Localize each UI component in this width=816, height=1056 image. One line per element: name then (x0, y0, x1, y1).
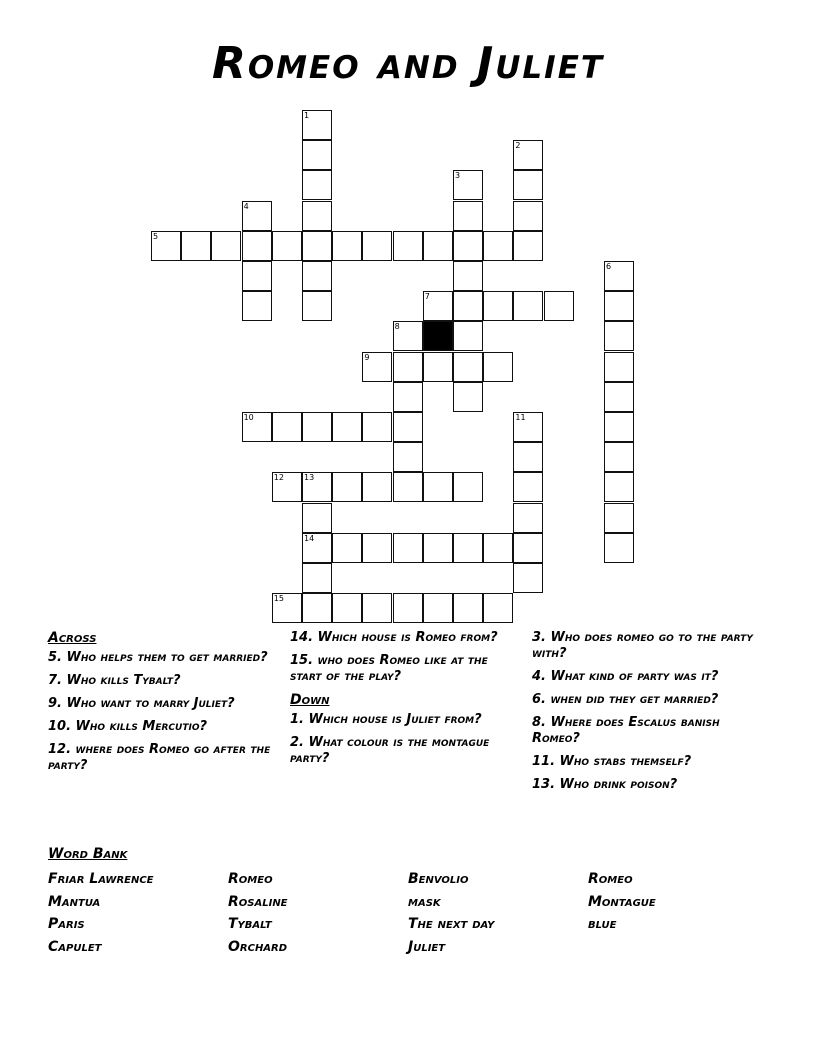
word-bank-column-2 (228, 868, 403, 958)
black-square (423, 321, 453, 351)
grid-cell[interactable] (302, 261, 332, 291)
across-clue-7: 7. Who kills Tybalt? (48, 673, 181, 688)
grid-cell[interactable] (302, 231, 332, 261)
word-bank-item: Juliet (408, 938, 446, 955)
grid-cell[interactable] (211, 231, 241, 261)
grid-cell[interactable] (513, 201, 543, 231)
grid-cell[interactable] (332, 533, 362, 563)
down-clue-13: 13. Who drink poison? (532, 777, 678, 792)
across-clue-15: 15. who does Romeo like at the start of the play? (290, 653, 488, 684)
grid-cell[interactable] (272, 472, 302, 502)
grid-cell[interactable] (362, 412, 392, 442)
clue-number: 1 (304, 111, 310, 120)
grid-cell[interactable] (423, 352, 453, 382)
grid-cell[interactable] (423, 533, 453, 563)
grid-cell[interactable] (302, 412, 332, 442)
word-bank-item: Tybalt (228, 916, 272, 932)
word-bank-item: The next day (408, 916, 495, 932)
grid-cell[interactable] (513, 442, 543, 472)
down-clue-4: 4. What kind of party was it? (532, 669, 719, 684)
grid-cell[interactable] (453, 593, 483, 623)
grid-cell[interactable] (453, 352, 483, 382)
grid-cell[interactable] (453, 201, 483, 231)
grid-cell[interactable] (302, 533, 332, 563)
grid-cell[interactable] (544, 291, 574, 321)
grid-cell[interactable] (393, 352, 423, 382)
grid-cell[interactable] (151, 231, 181, 261)
across-clue-14: 14. Which house is Romeo from? (290, 630, 498, 645)
grid-cell[interactable] (604, 382, 634, 412)
clue-number: 15 (273, 594, 284, 604)
grid-cell[interactable] (513, 412, 543, 442)
grid-cell[interactable] (302, 593, 332, 623)
word-bank-column-1 (48, 868, 223, 958)
down-clue-8: 8. Where does Escalus banish Romeo? (532, 715, 720, 746)
grid-cell[interactable] (513, 231, 543, 261)
word-bank-column-3 (408, 868, 583, 958)
word-bank-item: Romeo (228, 871, 273, 887)
down-clue-1: 1. Which house is Juliet from? (290, 712, 482, 727)
grid-cell[interactable] (302, 503, 332, 533)
clues-column-2 (290, 630, 515, 774)
down-clue-11: 11. Who stabs themself? (532, 754, 692, 769)
across-clue-5: 5. Who helps them to get married? (48, 650, 268, 665)
down-heading: Down (290, 692, 330, 708)
word-bank-column-4 (588, 868, 763, 936)
grid-cell[interactable] (453, 533, 483, 563)
grid-cell[interactable] (362, 593, 392, 623)
grid-cell[interactable] (362, 472, 392, 502)
down-clue-3: 3. Who does romeo go to the party with? (532, 630, 753, 661)
grid-cell[interactable] (513, 140, 543, 170)
grid-cell[interactable] (332, 472, 362, 502)
clue-number: 2 (515, 141, 521, 151)
across-clue-12: 12. where does Romeo go after the party? (48, 742, 271, 773)
grid-cell[interactable] (513, 170, 543, 200)
grid-cell[interactable] (332, 412, 362, 442)
grid-cell[interactable] (302, 563, 332, 593)
grid-cell[interactable] (272, 412, 302, 442)
grid-cell[interactable] (453, 170, 483, 200)
grid-cell[interactable] (393, 382, 423, 412)
grid-cell[interactable] (362, 533, 392, 563)
across-clue-9: 9. Who want to marry Juliet? (48, 696, 235, 711)
grid-cell[interactable] (302, 170, 332, 200)
grid-cell[interactable] (242, 261, 272, 291)
word-bank-item: Paris (48, 916, 85, 932)
word-bank-item: blue (588, 916, 617, 932)
grid-cell[interactable] (302, 201, 332, 231)
page-title: Romeo and Juliet (211, 38, 605, 89)
grid-cell[interactable] (513, 563, 543, 593)
grid-cell[interactable] (483, 352, 513, 382)
down-clue-2: 2. What colour is the montague party? (290, 735, 490, 766)
grid-cell[interactable] (302, 291, 332, 321)
grid-cell[interactable] (242, 412, 272, 442)
grid-cell[interactable] (302, 472, 332, 502)
grid-cell[interactable] (362, 231, 392, 261)
grid-cell[interactable] (483, 593, 513, 623)
grid-cell[interactable] (393, 231, 423, 261)
grid-cell[interactable] (242, 201, 272, 231)
clue-number: 9 (364, 352, 370, 362)
word-bank-item: Capulet (48, 938, 102, 955)
grid-cell[interactable] (483, 291, 513, 321)
clue-number: 4 (243, 201, 249, 211)
across-clue-10: 10. Who kills Mercutio? (48, 719, 208, 734)
grid-cell[interactable] (513, 472, 543, 502)
grid-cell[interactable] (604, 261, 634, 291)
grid-cell[interactable] (393, 593, 423, 623)
grid-cell[interactable] (272, 593, 302, 623)
grid-cell[interactable] (513, 503, 543, 533)
clues-column-3 (532, 630, 767, 800)
word-bank-item: mask (408, 893, 441, 910)
grid-cell[interactable] (604, 442, 634, 472)
clue-number: 6 (606, 262, 612, 271)
grid-cell[interactable] (604, 503, 634, 533)
grid-cell[interactable] (332, 593, 362, 623)
grid-cell[interactable] (453, 261, 483, 291)
word-bank-item: Romeo (588, 871, 633, 887)
grid-cell[interactable] (513, 533, 543, 563)
grid-cell[interactable] (483, 231, 513, 261)
grid-cell[interactable] (423, 231, 453, 261)
down-clue-6: 6. when did they get married? (532, 692, 719, 707)
word-bank-item: Friar Lawrence (48, 871, 154, 887)
word-bank-item: Orchard (228, 938, 288, 955)
grid-cell[interactable] (302, 110, 332, 140)
grid-cell[interactable] (242, 291, 272, 321)
clue-number: 14 (304, 533, 315, 543)
clue-number: 12 (273, 473, 284, 483)
word-bank-item: Montague (588, 893, 656, 910)
clue-number: 10 (243, 413, 254, 422)
grid-cell[interactable] (423, 472, 453, 502)
clue-number: 8 (394, 322, 400, 332)
grid-cell[interactable] (272, 231, 302, 261)
grid-cell[interactable] (604, 412, 634, 442)
grid-cell[interactable] (453, 321, 483, 351)
grid-cell[interactable] (362, 352, 392, 382)
grid-cell[interactable] (393, 442, 423, 472)
clue-number: 3 (455, 171, 461, 181)
word-bank-item: Mantua (48, 893, 101, 910)
across-heading: Across (48, 630, 97, 646)
grid-cell[interactable] (604, 291, 634, 321)
grid-cell[interactable] (393, 472, 423, 502)
grid-cell[interactable] (423, 593, 453, 623)
grid-cell[interactable] (181, 231, 211, 261)
word-bank-heading: Word Bank (48, 846, 128, 862)
clue-number: 11 (515, 413, 526, 422)
grid-cell[interactable] (604, 533, 634, 563)
grid-cell[interactable] (393, 321, 423, 351)
grid-cell[interactable] (604, 352, 634, 382)
grid-cell[interactable] (453, 472, 483, 502)
word-bank-item: Rosaline (228, 893, 288, 910)
grid-cell[interactable] (242, 231, 272, 261)
grid-cell[interactable] (393, 533, 423, 563)
grid-cell[interactable] (483, 533, 513, 563)
clue-number: 13 (304, 473, 315, 483)
clue-number: 5 (153, 231, 159, 241)
grid-cell[interactable] (423, 291, 453, 321)
grid-cell[interactable] (513, 291, 543, 321)
clue-number: 7 (424, 292, 430, 302)
clues-column-1 (48, 630, 273, 781)
grid-cell[interactable] (604, 472, 634, 502)
grid-cell[interactable] (453, 382, 483, 412)
grid-cell[interactable] (604, 321, 634, 351)
grid-cell[interactable] (453, 291, 483, 321)
word-bank-item: Benvolio (408, 871, 469, 887)
grid-cell[interactable] (453, 231, 483, 261)
grid-cell[interactable] (302, 140, 332, 170)
grid-cell[interactable] (393, 412, 423, 442)
grid-cell[interactable] (332, 231, 362, 261)
